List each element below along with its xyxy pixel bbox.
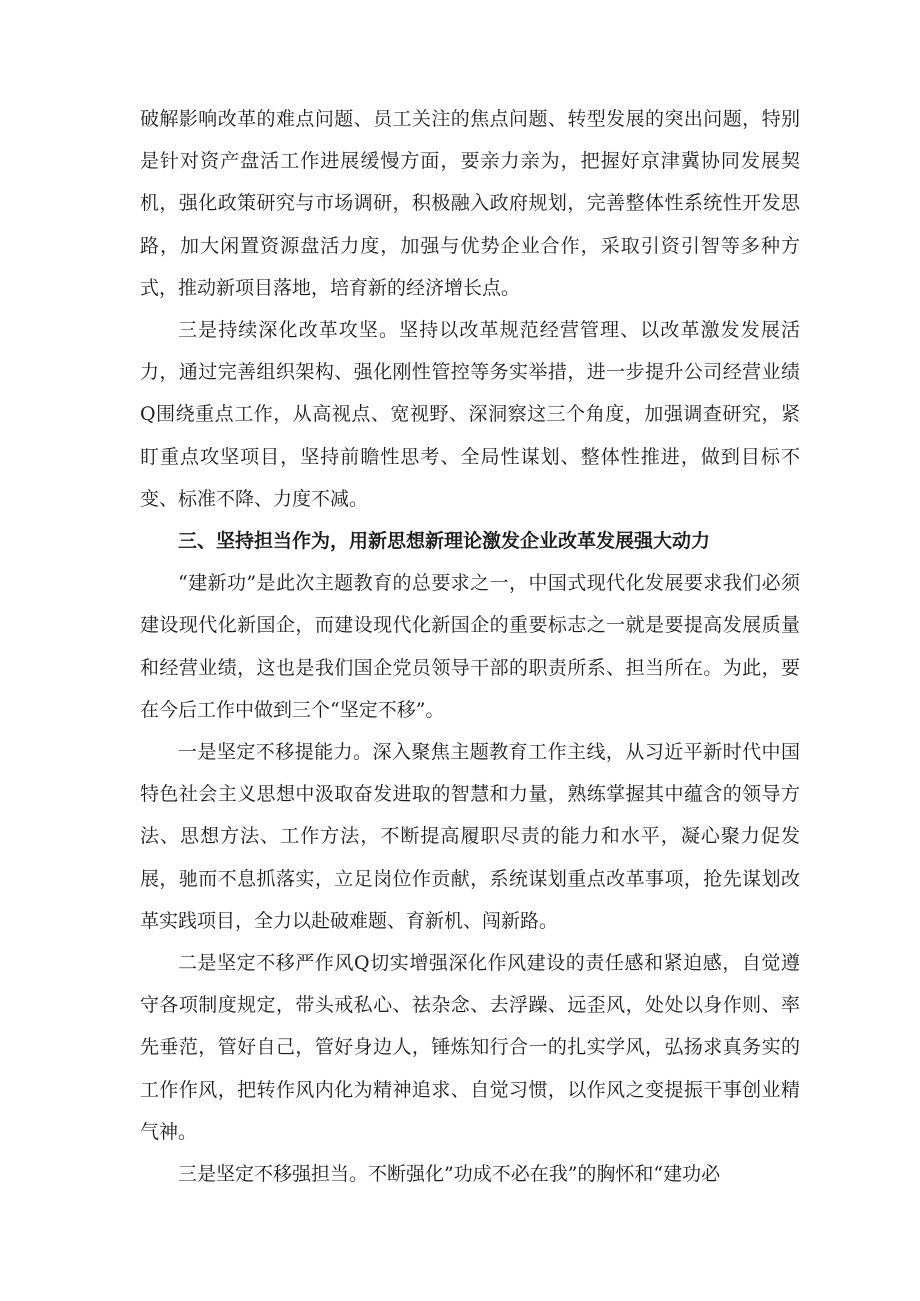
paragraph-responsibility: 三是坚定不移强担当。不断强化”功成不必在我”的胸怀和“建功必 xyxy=(178,1163,721,1186)
paragraph-reform: 三是持续深化改革攻坚。坚持以改革规范经营管理、以改革激发发展活力，通过完善组织架构、强化刚性管控等务实举措，进一步提升公司经营业绩Q围绕重点工作，从高视点、宽视野、深洞察这三个角度，加强调查研究，紧盯重点攻坚项目，坚持前瞻性思考、全局性谋划、整体性推进，做到目标不变、标准不降、力度不减。 xyxy=(140,319,800,510)
section-heading: 三、坚持担当作为，用新思想新理论激发企业改革发展强大动力 xyxy=(178,530,711,553)
paragraph-ability: 一是坚定不移提能力。深入聚焦主题教育工作主线，从习近平新时代中国特色社会主义思想中汲取奋发进取的智慧和力量，熟练掌握其中蕴含的领导方法、思想方法、工作方法，不断提高履职尽责的能力和水平，凝心聚力促发展，驰而不息抓落实，立足岗位作贡献，系统谋划重点改革事项，抢先谋划改革实践项目，全力以赴破难题、育新机、闯新路。 xyxy=(140,741,800,932)
paragraph-style: 二是坚定不移严作风Q切实增强深化作风建设的责任感和紧迫感，自觉遵守各项制度规定，带头戒私心、祛杂念、去浮躁、远歪风，处处以身作则、率先垂范，管好自己，管好身边人，锤炼知行合一的扎实学风，弘扬求真务实的工作作风，把转作风内化为精神追求、自觉习惯，以作风之变提振干事创业精气神。 xyxy=(140,952,800,1143)
paragraph-intro: “建新功”是此次主题教育的总要求之一，中国式现代化发展要求我们必须建设现代化新国企，而建设现代化新国企的重要标志之一就是要提高发展质量和经营业绩，这也是我们国企党员领导干部的职责所系、担当所在。为此，要在今后工作中做到三个“坚定不移”。 xyxy=(140,572,800,721)
paragraph-continuation: 破解影响改革的难点问题、员工关注的焦点问题、转型发展的突出问题，特别是针对资产盘活工作进展缓慢方面，要亲力亲为，把握好京津冀协同发展契机，强化政策研究与市场调研，积极融入政府规划，完善整体性系统性开发思路，加大闲置资源盘活力度，加强与优势企业合作，采取引资引智等多种方式，推动新项目落地，培育新的经济增长点。 xyxy=(140,108,800,299)
document-body xyxy=(140,98,800,1195)
